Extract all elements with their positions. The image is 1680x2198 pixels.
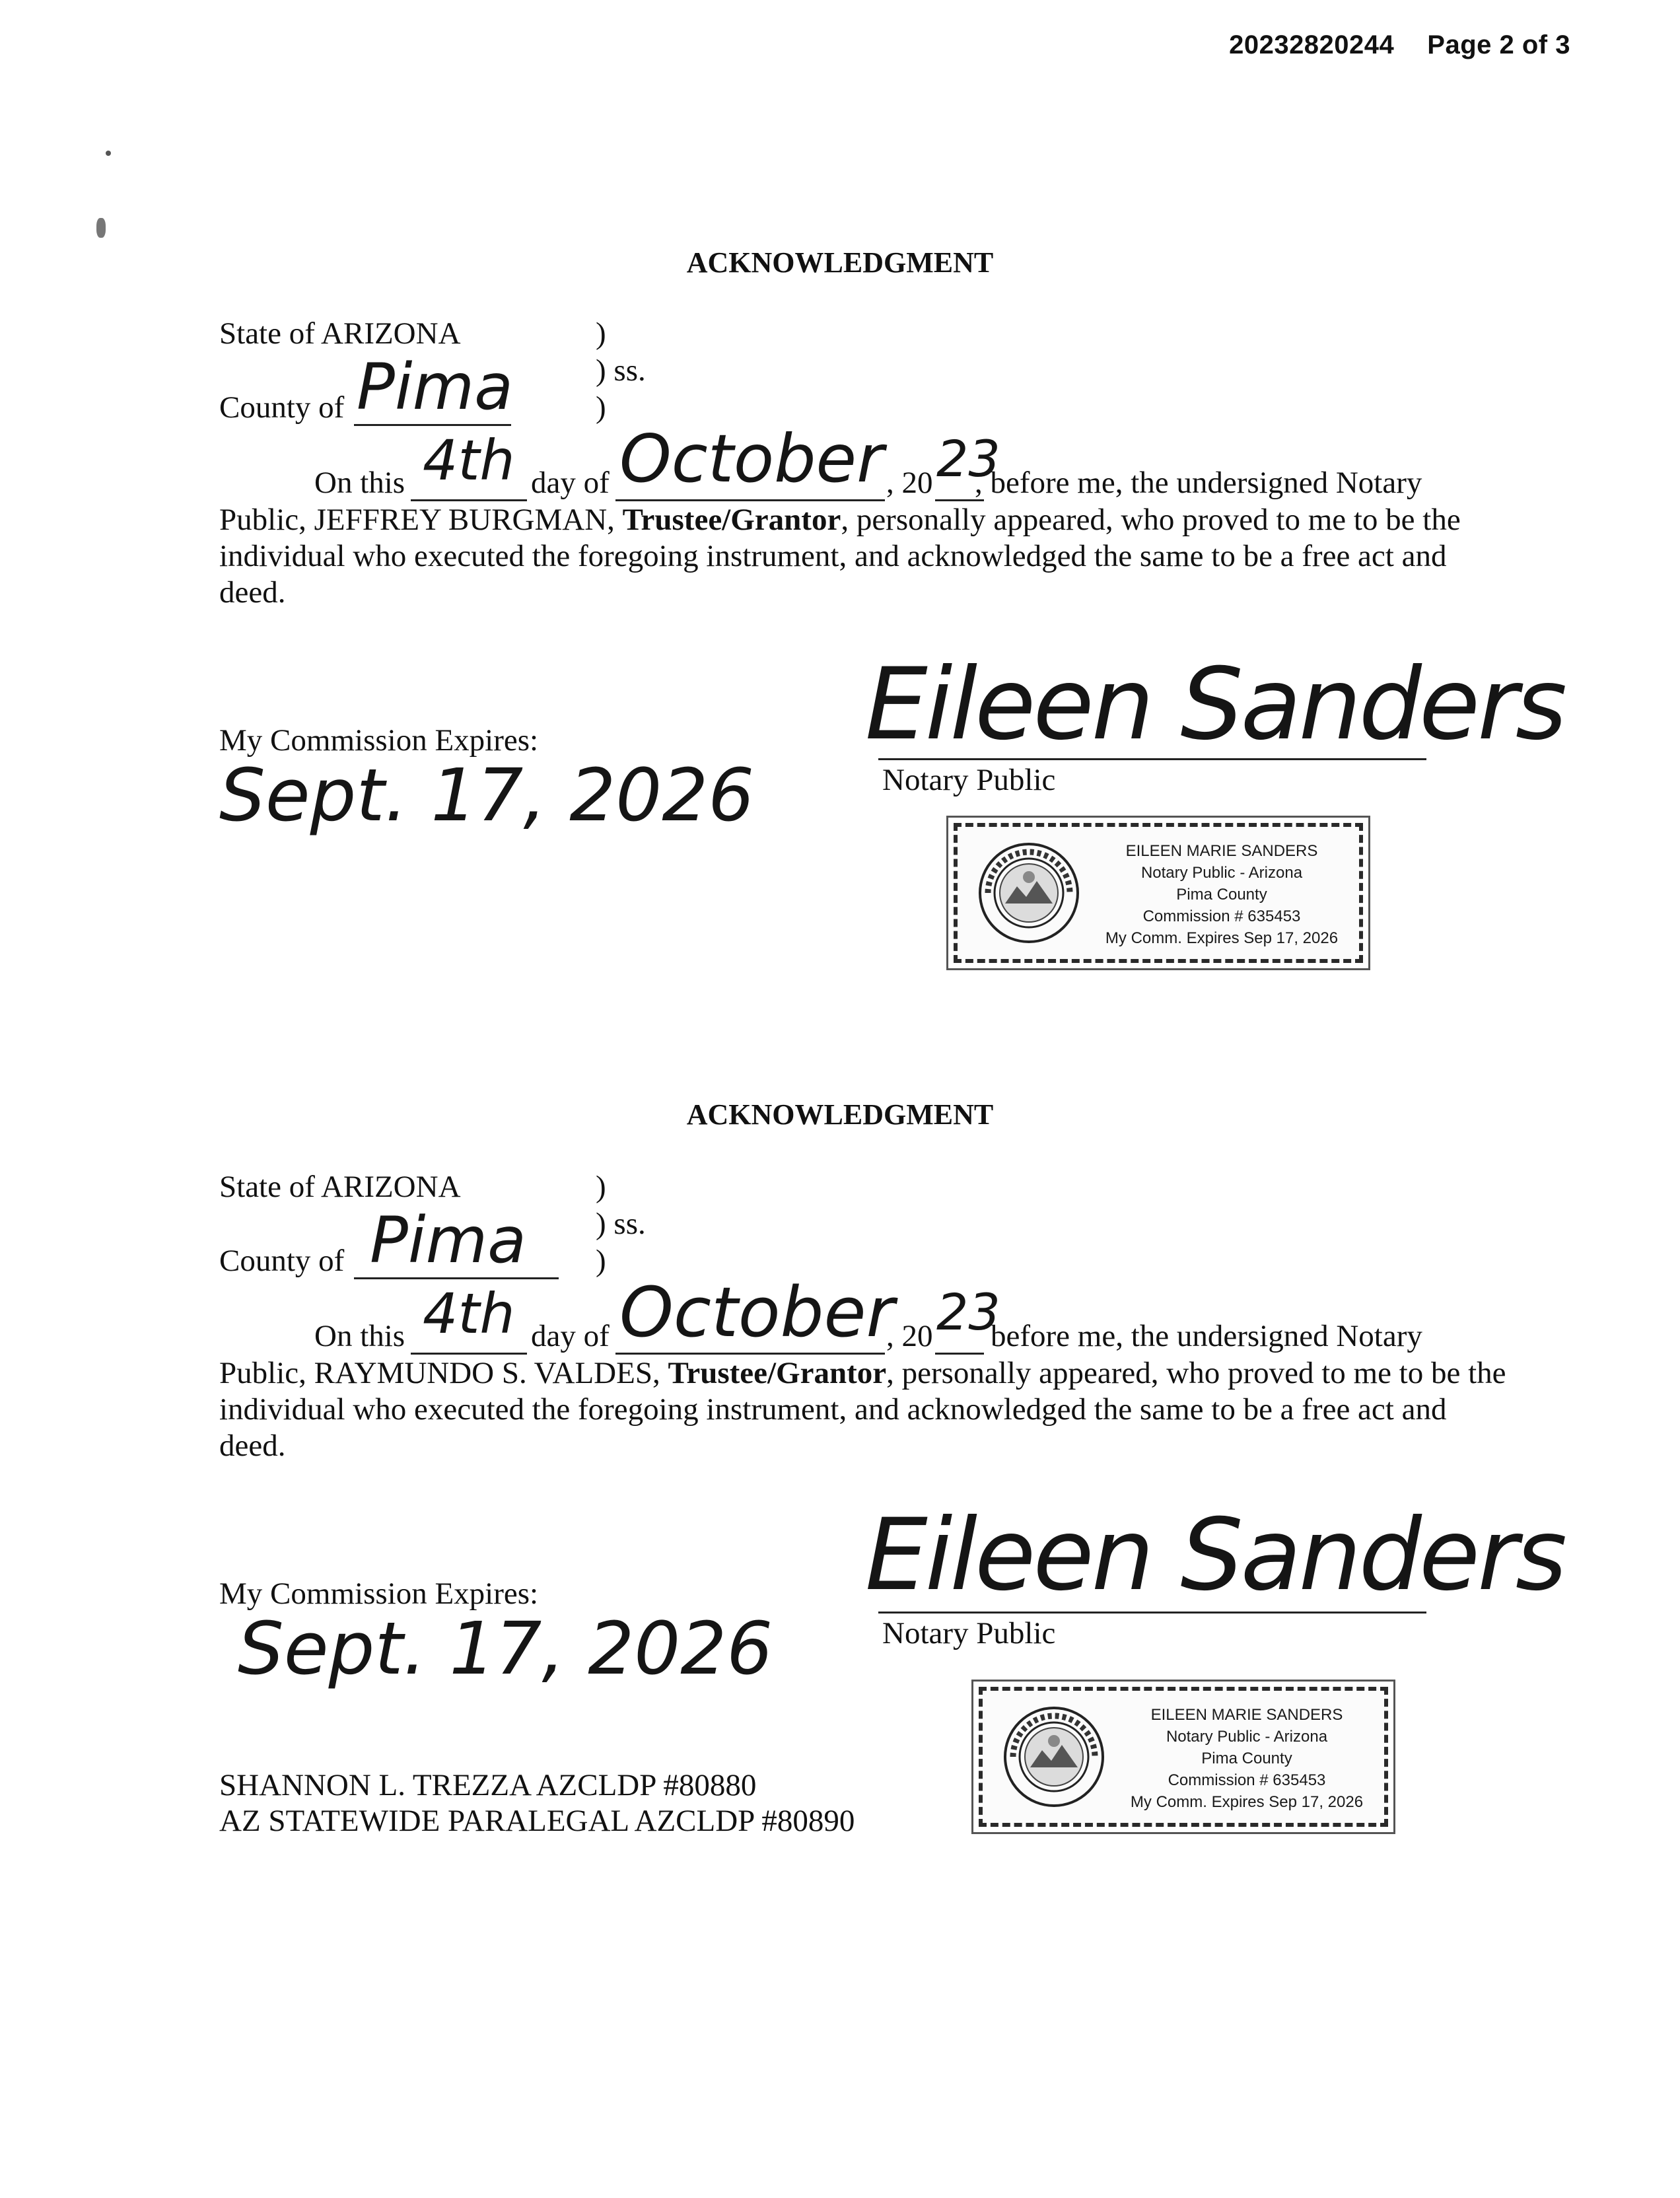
scan-speck [96, 218, 106, 238]
commission-expires-label: My Commission Expires: [219, 723, 539, 758]
paragraph-start: Public, JEFFREY BURGMAN, [219, 503, 623, 537]
day-of-label: day of [531, 1319, 610, 1353]
acknowledgment-title: ACKNOWLEDGMENT [686, 246, 994, 279]
state-line: State of ARIZONA [219, 316, 461, 351]
commission-date-handwritten: Sept. 17, 2026 [219, 753, 755, 837]
notary-public-label: Notary Public [882, 1616, 1056, 1650]
acknowledgment-paragraph [219, 1355, 1514, 1464]
county-blank-line [354, 424, 511, 426]
paragraph-rest: , personally appeared, who proved to me to be the individual who executed the foregoing instrument, and acknowledged the same to be a free act and deed. [219, 503, 1461, 610]
document-header [1229, 30, 1570, 60]
stamp-title: Notary Public - Arizona [1140, 864, 1303, 882]
page-label: Page 2 of 3 [1427, 30, 1570, 59]
on-this-label: On this [314, 466, 405, 500]
year-handwritten: 23 [936, 429, 1000, 488]
preparer-line-2: AZ STATEWIDE PARALEGAL AZCLDP #80890 [219, 1804, 855, 1838]
year-prefix: , 20 [886, 466, 933, 500]
stamp-expires: My Comm. Expires Sep 17, 2026 [1105, 929, 1339, 947]
paragraph-rest: , personally appeared, who proved to me to be the individual who executed the foregoing instrument, and acknowledged the same to be a free act and deed. [219, 1356, 1506, 1463]
day-handwritten: 4th [423, 428, 515, 493]
state-seal-icon [1001, 1704, 1107, 1810]
notary-signature: Eileen Sanders [865, 647, 1564, 762]
paragraph-start: Public, RAYMUNDO S. VALDES, [219, 1356, 668, 1390]
stamp-text [1090, 840, 1354, 949]
paren-bottom: ) [596, 390, 606, 425]
signature-line [878, 1612, 1426, 1613]
before-me-text: , before me, the undersigned Notary [975, 466, 1422, 500]
stamp-expires: My Comm. Expires Sep 17, 2026 [1130, 1793, 1364, 1811]
notary-stamp [954, 823, 1363, 963]
year-handwritten: 23 [936, 1283, 1000, 1341]
document-number: 20232820244 [1229, 30, 1395, 59]
county-handwritten: Pima [357, 350, 513, 424]
stamp-county: Pima County [1176, 886, 1267, 904]
county-label: County of [219, 390, 345, 425]
stamp-commission: Commission # 635453 [1168, 1771, 1326, 1789]
on-this-label: On this [314, 1319, 405, 1353]
county-label: County of [219, 1244, 345, 1278]
county-handwritten: Pima [370, 1203, 526, 1277]
year-prefix: , 20 [886, 1319, 933, 1353]
stamp-county: Pima County [1201, 1750, 1292, 1767]
month-handwritten: October [619, 1272, 895, 1353]
stamp-text [1115, 1704, 1379, 1813]
paren-top: ) [596, 316, 606, 351]
notary-signature: Eileen Sanders [865, 1498, 1564, 1613]
stamp-name: EILEEN MARIE SANDERS [1125, 842, 1318, 860]
acknowledgment-paragraph [219, 502, 1514, 611]
year-blank-line [935, 1353, 984, 1355]
notary-public-label: Notary Public [882, 763, 1056, 797]
notary-stamp [979, 1687, 1388, 1827]
acknowledgment-title: ACKNOWLEDGMENT [686, 1098, 994, 1131]
state-seal-icon [976, 840, 1082, 946]
before-me-text: before me, the undersigned Notary [991, 1319, 1422, 1353]
stamp-commission: Commission # 635453 [1142, 907, 1301, 925]
day-blank-line [411, 1353, 527, 1355]
month-blank-line [615, 1353, 885, 1355]
month-blank-line [615, 499, 885, 501]
day-blank-line [411, 499, 527, 501]
commission-expires-label: My Commission Expires: [219, 1577, 539, 1611]
day-of-label: day of [531, 466, 610, 500]
paragraph-role: Trustee/Grantor [622, 503, 841, 537]
county-blank-line [354, 1277, 559, 1279]
state-line: State of ARIZONA [219, 1170, 461, 1204]
stamp-name: EILEEN MARIE SANDERS [1150, 1706, 1343, 1724]
month-handwritten: October [619, 420, 884, 497]
preparer-line-1: SHANNON L. TREZZA AZCLDP #80880 [219, 1768, 757, 1802]
scan-speck [106, 151, 111, 156]
paren-top: ) [596, 1170, 606, 1204]
day-handwritten: 4th [423, 1281, 515, 1346]
commission-date-handwritten: Sept. 17, 2026 [238, 1606, 773, 1691]
paren-ss: ) ss. [596, 353, 646, 388]
signature-line [878, 758, 1426, 760]
paragraph-role: Trustee/Grantor [668, 1356, 887, 1390]
stamp-title: Notary Public - Arizona [1166, 1728, 1328, 1746]
paren-ss: ) ss. [596, 1207, 646, 1241]
paren-bottom: ) [596, 1244, 606, 1278]
